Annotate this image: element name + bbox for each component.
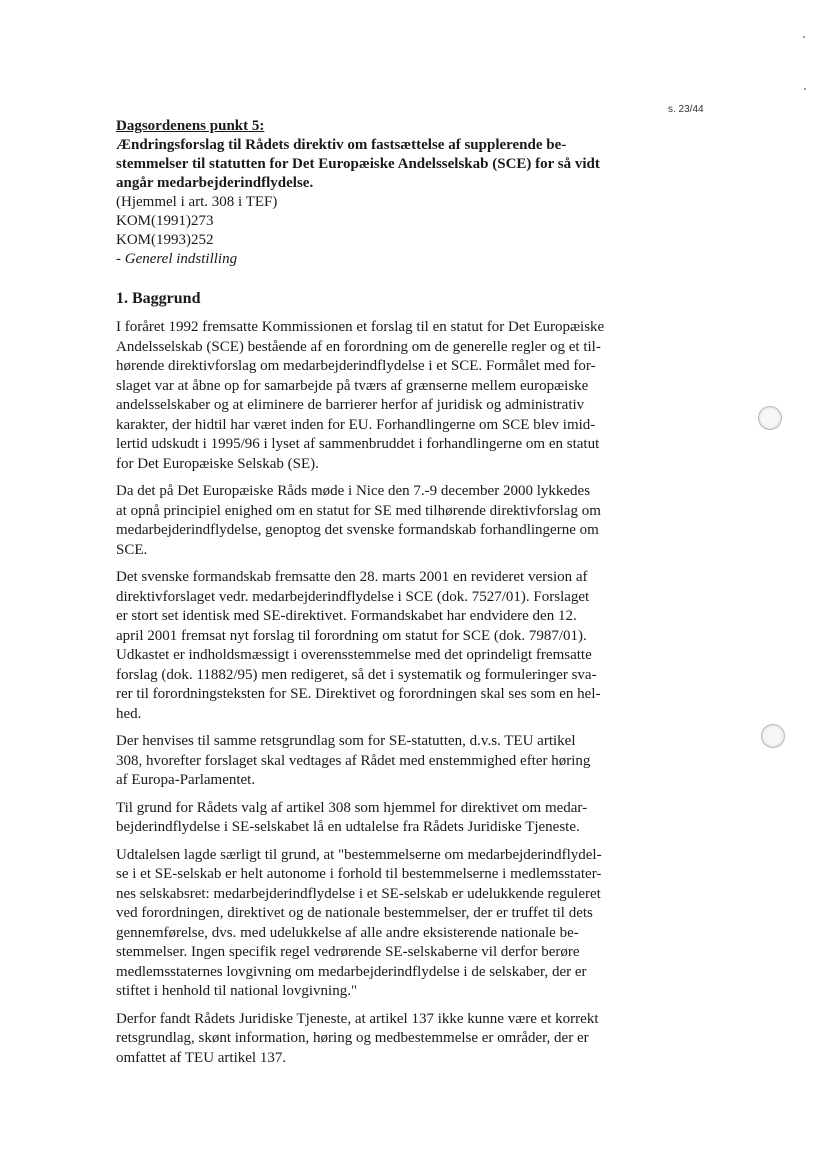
- paragraph-line: SCE.: [116, 541, 148, 558]
- paragraph-line: andelsselskaber og at eliminere de barrierer herfor af juridisk og administrativ: [116, 397, 585, 413]
- paragraph-line: Da det på Det Europæiske Råds møde i Nice den 7.-9 december 2000 lykkedes: [116, 483, 591, 499]
- paragraph-line: omfattet af TEU artikel 137.: [116, 1049, 287, 1066]
- paragraph: [116, 846, 656, 1002]
- agenda-heading: Dagsordenens punkt 5:: [116, 118, 265, 134]
- document-body: [116, 117, 656, 1076]
- scan-speck: [804, 88, 806, 90]
- paragraph-line: rer til forordningsteksten for SE. Direktivet og forordningen skal ses som en hel-: [116, 686, 601, 702]
- paragraph-line: er stort set identisk med SE-direktivet. Formandskabet har endvidere den 12.: [116, 608, 577, 624]
- paragraph-line: af Europa-Parlamentet.: [116, 772, 256, 788]
- paragraph-line: Udkastet er indholdsmæssigt i overensstemmelse med det oprindeligt fremsatte: [116, 647, 592, 663]
- paragraph: [116, 482, 656, 560]
- paragraph-line: I foråret 1992 fremsatte Kommissionen et forslag til en statut for Det Europæiske: [116, 319, 605, 335]
- paragraph-line: gennemførelse, dvs. med udelukkelse af alle andre eksisterende nationale be-: [116, 924, 579, 941]
- paragraph-line: for Det Europæiske Selskab (SE).: [116, 455, 319, 472]
- agenda-title-line: Ændringsforslag til Rådets direktiv om fastsættelse af supplerende be-: [116, 137, 567, 153]
- paragraph-list: [116, 318, 656, 1068]
- paragraph: [116, 318, 656, 474]
- paragraph-line: Udtalelsen lagde særligt til grund, at "bestemmelserne om medarbejderindflydel-: [116, 846, 602, 863]
- paragraph-line: Det svenske formandskab fremsatte den 28. marts 2001 en revideret version af: [116, 569, 588, 585]
- paragraph: [116, 568, 656, 724]
- paragraph-line: ved forordningen, direktivet og de nationale bestemmelser, der er truffet til dets: [116, 905, 593, 921]
- recommendation: - Generel indstilling: [116, 251, 238, 267]
- paragraph-line: karakter, der hidtil har været inden for EU. Forhandlingerne om SCE blev imid-: [116, 416, 596, 433]
- paragraph-line: Derfor fandt Rådets Juridiske Tjeneste, at artikel 137 ikke kunne være et korrekt: [116, 1010, 599, 1027]
- paragraph-line: slaget var at åbne op for samarbejde på tværs af grænserne mellem europæiske: [116, 377, 589, 394]
- paragraph-line: se i et SE-selskab er helt autonome i forhold til bestemmelserne i medlemsstater-: [116, 866, 602, 882]
- reference-com: KOM(1993)252: [116, 232, 214, 248]
- paragraph: [116, 1010, 656, 1069]
- agenda-title-line: angår medarbejderindflydelse.: [116, 175, 314, 191]
- punch-hole-upper: [758, 406, 782, 430]
- paragraph-line: lertid udskudt i 1995/96 i lyset af sammenbruddet i forhandlingerne om en statut: [116, 436, 600, 452]
- paragraph-line: stemmelser. Ingen specifik regel vedrørende SE-selskaberne vil derfor berøre: [116, 944, 580, 960]
- paragraph-line: bejderindflydelse i SE-selskabet lå en udtalelse fra Rådets Juridiske Tjeneste.: [116, 819, 580, 835]
- paragraph: [116, 732, 656, 791]
- paragraph-line: hørende direktivforslag om medarbejderindflydelse i et SCE. Formålet med for-: [116, 358, 596, 374]
- paragraph-line: medlemsstaternes lovgivning om medarbejderindflydelse i de selskaber, der er: [116, 963, 587, 980]
- paragraph-line: direktivforslaget vedr. medarbejderindflydelse i SCE (dok. 7527/01). Forslaget: [116, 588, 590, 605]
- paragraph-line: medarbejderindflydelse, genoptog det svenske formandskab forhandlingerne om: [116, 522, 599, 538]
- punch-hole-lower: [761, 724, 785, 748]
- page-number: s. 23/44: [668, 104, 704, 115]
- paragraph-line: forslag (dok. 11882/95) men redigeret, så det i systematik og formuleringer sva-: [116, 666, 597, 683]
- paragraph-line: Andelsselskab (SCE) bestående af en forordning om de generelle regler og et til-: [116, 338, 601, 355]
- paragraph-line: april 2001 fremsat nyt forslag til forordning om statut for SCE (dok. 7987/01).: [116, 627, 587, 644]
- paragraph-line: nes selskabsret: medarbejderindflydelse i et SE-selskab er udelukkende reguleret: [116, 885, 601, 902]
- paragraph: [116, 799, 656, 838]
- scan-speck: [803, 36, 805, 38]
- paragraph-line: at opnå principiel enighed om en statut for SE med tilhørende direktivforslag om: [116, 502, 601, 519]
- agenda-title: [116, 136, 656, 193]
- paragraph-line: Til grund for Rådets valg af artikel 308 som hjemmel for direktivet om medar-: [116, 799, 588, 816]
- paragraph-line: hed.: [116, 705, 142, 722]
- paragraph-line: retsgrundlag, skønt information, høring og medbestemmelse er områder, der er: [116, 1030, 589, 1046]
- reference-com: KOM(1991)273: [116, 213, 214, 229]
- agenda-title-line: stemmelser til statutten for Det Europæiske Andelsselskab (SCE) for så vidt: [116, 156, 600, 172]
- paragraph-line: Der henvises til samme retsgrundlag som for SE-statutten, d.v.s. TEU artikel: [116, 733, 576, 749]
- paragraph-line: 308, hvorefter forslaget skal vedtages af Rådet med enstemmighed efter høring: [116, 752, 591, 769]
- section-title: 1. Baggrund: [116, 290, 201, 307]
- paragraph-line: stiftet i henhold til national lovgivning.": [116, 983, 358, 999]
- legal-basis: (Hjemmel i art. 308 i TEF): [116, 194, 278, 210]
